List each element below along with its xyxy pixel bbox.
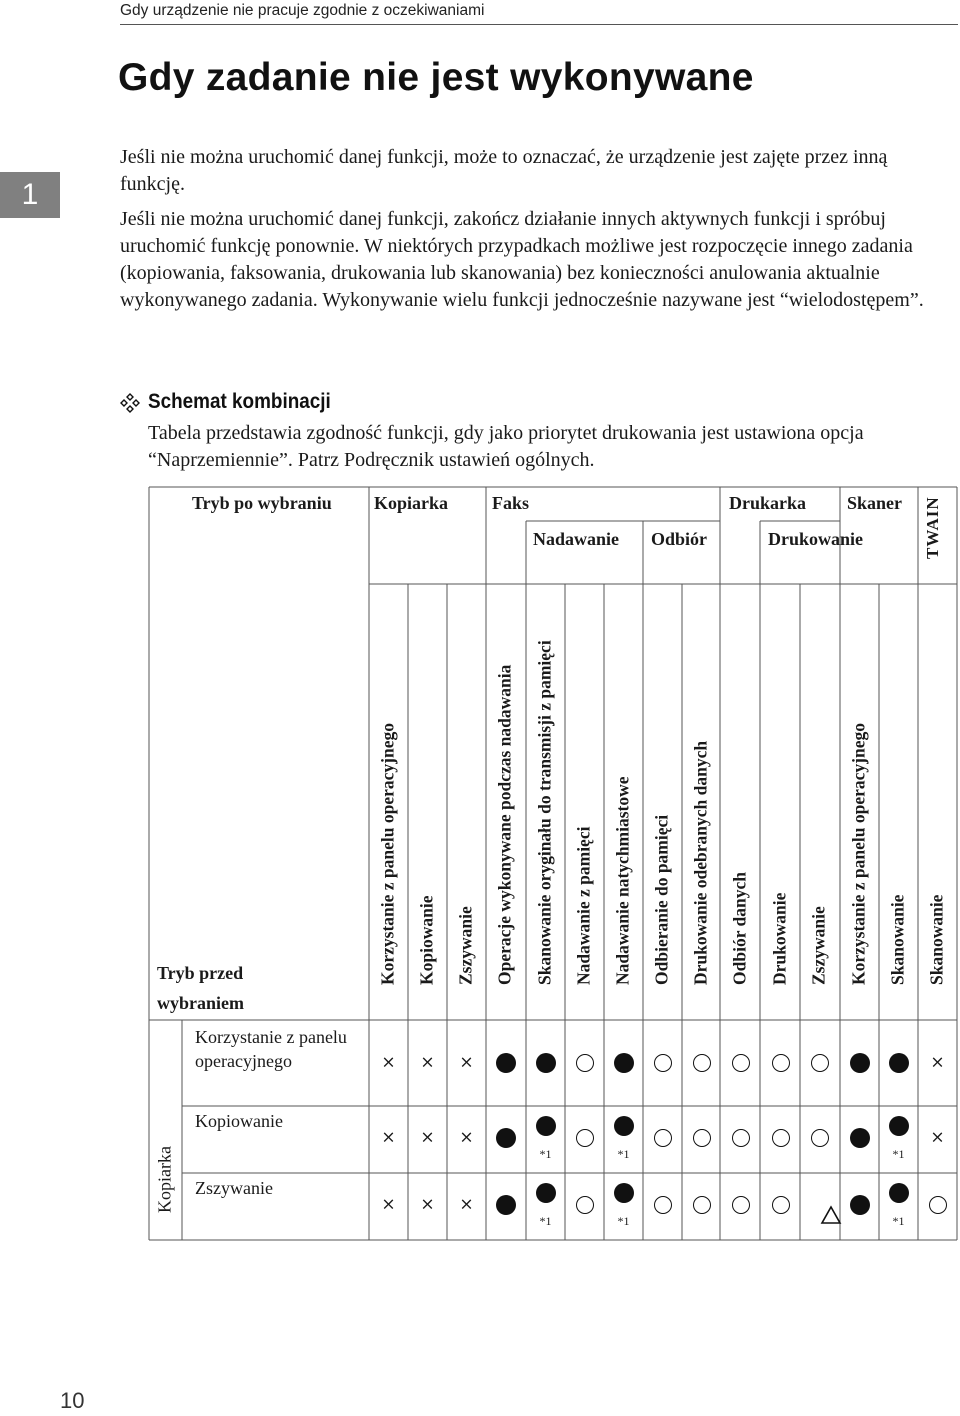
triangle-mark (803, 1190, 837, 1220)
column-header: Zszywanie (808, 906, 829, 985)
filled-circle-mark (489, 1048, 523, 1078)
footnote-ref: *1 (892, 1214, 905, 1228)
paragraph-1: Jeśli nie można uruchomić danej funkcji, może to oznaczać, że urządzenie jest zajęte przez inną funkcję. (120, 146, 888, 195)
open-circle-mark (568, 1048, 602, 1078)
filled-circle-mark (882, 1111, 916, 1141)
corner-bottom-label: Tryb przed wybraniem (157, 963, 244, 1013)
group-drukowanie: Drukowanie (768, 529, 864, 549)
not-allowed-mark: × (930, 1052, 945, 1073)
filled-circle-mark (843, 1123, 877, 1153)
running-header: Gdy urządzenie nie pracuje zgodnie z oczekiwaniami (120, 2, 485, 19)
row-group-kopiarka: Kopiarka (154, 1146, 175, 1213)
not-allowed-mark: × (459, 1052, 474, 1073)
open-circle-mark (764, 1048, 798, 1078)
column-header: Nadawanie natychmiastowe (612, 776, 633, 985)
footnote-ref: *1 (539, 1214, 552, 1228)
open-circle-mark (685, 1048, 719, 1078)
column-header: Kopiowanie (416, 895, 437, 985)
footnote-ref: *1 (617, 1214, 630, 1228)
not-allowed-mark: × (381, 1052, 396, 1073)
column-header: Zszywanie (455, 906, 476, 985)
group-drukarka: Drukarka (729, 493, 807, 513)
group-faks: Faks (492, 493, 530, 513)
chapter-tab: 1 (0, 172, 60, 218)
open-circle-mark (568, 1123, 602, 1153)
footnote-ref: *1 (892, 1147, 905, 1161)
filled-circle-mark (489, 1190, 523, 1220)
group-nadawanie: Nadawanie (533, 529, 620, 549)
filled-circle-mark (529, 1111, 563, 1141)
section-description: Tabela przedstawia zgodność funkcji, gdy jako priorytet drukowania jest ustawiona opcja “Naprzemiennie”. Patrz Podręcznik ustawień ogólnych. (148, 422, 864, 471)
filled-circle-mark (529, 1048, 563, 1078)
not-allowed-mark: × (930, 1127, 945, 1148)
footnote-ref: *1 (617, 1147, 630, 1161)
row-label: Kopiowanie (195, 1111, 283, 1131)
page-title: Gdy zadanie nie jest wykonywane (118, 56, 754, 99)
not-allowed-mark: × (420, 1052, 435, 1073)
footnote-ref: *1 (539, 1147, 552, 1161)
open-circle-mark (764, 1190, 798, 1220)
open-circle-mark (646, 1190, 680, 1220)
column-header: Nadawanie z pamięci (573, 826, 594, 985)
column-header: Drukowanie odebranych danych (690, 740, 711, 985)
not-allowed-mark: × (459, 1194, 474, 1215)
open-circle-mark (646, 1048, 680, 1078)
not-allowed-mark: × (459, 1127, 474, 1148)
not-allowed-mark: × (381, 1127, 396, 1148)
open-circle-mark (646, 1123, 680, 1153)
filled-circle-mark (489, 1123, 523, 1153)
column-header: Odbiór danych (729, 872, 750, 985)
filled-circle-mark (843, 1048, 877, 1078)
group-twain: TWAIN (923, 496, 942, 559)
filled-circle-mark (607, 1178, 641, 1208)
open-circle-mark (568, 1190, 602, 1220)
open-circle-mark (724, 1123, 758, 1153)
column-header: Odbieranie do pamięci (651, 814, 672, 985)
open-circle-mark (724, 1190, 758, 1220)
row-label: Zszywanie (195, 1178, 273, 1198)
not-allowed-mark: × (420, 1194, 435, 1215)
open-circle-mark (724, 1048, 758, 1078)
not-allowed-mark: × (381, 1194, 396, 1215)
column-header: Skanowanie (926, 894, 947, 985)
column-header: Skanowanie oryginału do transmisji z pamięci (534, 640, 555, 985)
column-header: Operacje wykonywane podczas nadawania (494, 664, 515, 985)
section-title: Schemat kombinacji (148, 390, 331, 413)
column-header: Skanowanie (887, 894, 908, 985)
filled-circle-mark (607, 1048, 641, 1078)
corner-top-label: Tryb po wybraniu (192, 493, 332, 513)
group-odbior: Odbiór (651, 529, 708, 549)
paragraph-2: Jeśli nie można uruchomić danej funkcji, zakończ działanie innych aktywnych funkcji i spróbuj uruchomić funkcję ponownie. W niektórych przypadkach możliwe jest rozpoczęcie innego zadania (kopiowania, faksowania, drukowania lub skanowania) bez konieczności anulowania aktualnie wykonywanego zadania. Wykonywanie wielu funkcji jednocześnie nazywane jest “wielodostępem”. (120, 208, 924, 311)
open-circle-mark (764, 1123, 798, 1153)
open-circle-mark (921, 1190, 955, 1220)
column-header: Korzystanie z panelu operacyjnego (377, 723, 398, 985)
open-circle-mark (803, 1048, 837, 1078)
filled-circle-mark (882, 1178, 916, 1208)
filled-circle-mark (882, 1048, 916, 1078)
filled-circle-mark (529, 1178, 563, 1208)
filled-circle-mark (843, 1190, 877, 1220)
page-number: 10 (60, 1388, 85, 1413)
not-allowed-mark: × (420, 1127, 435, 1148)
column-header: Drukowanie (769, 892, 790, 985)
open-circle-mark (685, 1123, 719, 1153)
group-kopiarka: Kopiarka (374, 493, 449, 513)
filled-circle-mark (607, 1111, 641, 1141)
row-label: Korzystanie z panelu operacyjnego (195, 1027, 347, 1071)
column-header: Korzystanie z panelu operacyjnego (848, 723, 869, 985)
open-circle-mark (685, 1190, 719, 1220)
open-circle-mark (803, 1123, 837, 1153)
group-skaner: Skaner (847, 493, 903, 513)
